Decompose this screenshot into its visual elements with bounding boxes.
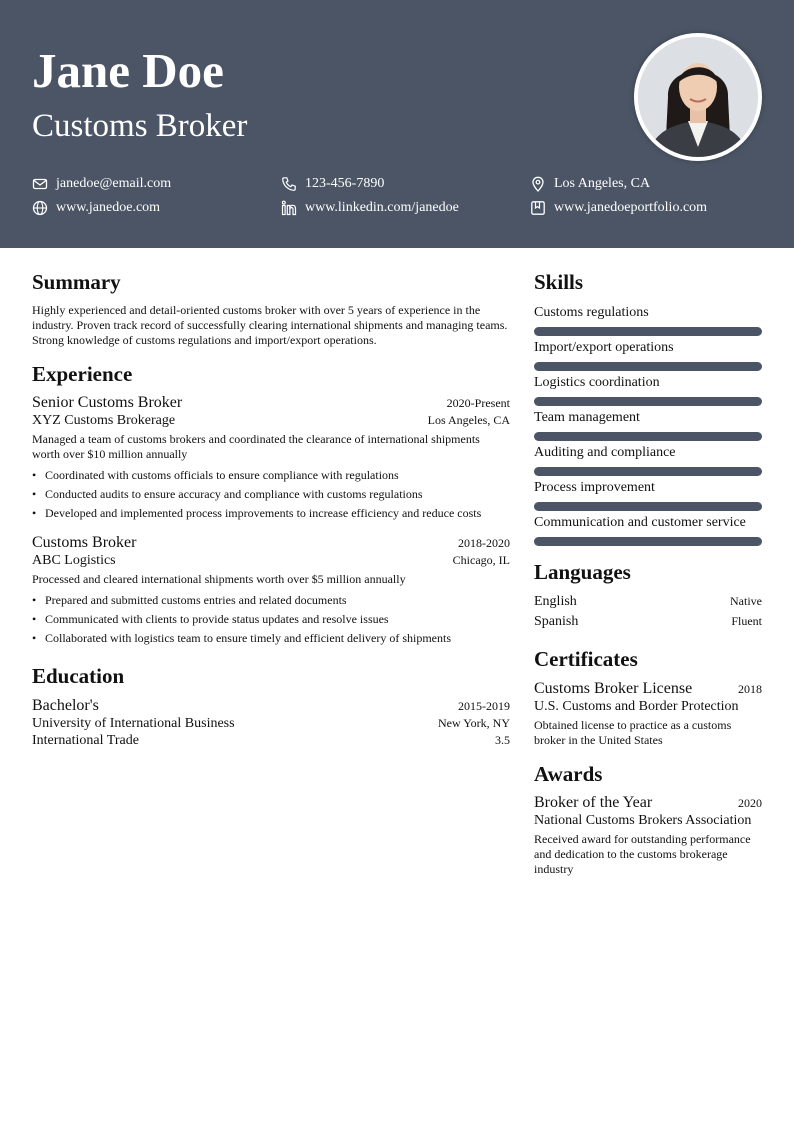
side-column [534, 270, 762, 877]
job-entry [32, 534, 510, 648]
skill-item [534, 339, 762, 371]
skill-item [534, 444, 762, 476]
language-name: English [534, 594, 577, 610]
language-level: Fluent [731, 614, 762, 629]
contact-phone-text: 123-456-7890 [305, 176, 385, 191]
skill-bar [534, 502, 762, 511]
award-description: Received award for outstanding performance and dedication to the customs brokerage industry [534, 831, 751, 876]
skill-item [534, 304, 762, 336]
skill-name: Process improvement [534, 480, 655, 496]
contact-website-text: www.janedoe.com [56, 200, 161, 215]
award-issuer: National Customs Brokers Association [534, 812, 752, 828]
contact-phone[interactable] [281, 175, 384, 193]
certificate-issuer: U.S. Customs and Border Protection [534, 698, 739, 714]
certificate-name: Customs Broker License [534, 679, 693, 697]
job-location: Los Angeles, CA [427, 413, 510, 428]
skills-heading: Skills [534, 270, 584, 294]
skill-item [534, 479, 762, 511]
certificate-year: 2018 [738, 681, 762, 696]
skills-list [534, 304, 762, 546]
job-bullets [32, 591, 510, 648]
skill-item [534, 409, 762, 441]
job-role: Senior Customs Broker [32, 394, 183, 412]
skill-name: Logistics coordination [534, 375, 660, 391]
job-location: Chicago, IL [452, 553, 510, 568]
skill-name: Team management [534, 410, 640, 426]
profile-photo [634, 33, 762, 161]
mail-icon [32, 176, 48, 192]
skill-name: Auditing and compliance [534, 445, 676, 461]
job-dates: 2018-2020 [458, 536, 510, 551]
summary-section [32, 270, 510, 348]
linkedin-icon [281, 200, 297, 216]
experience-heading: Experience [32, 362, 133, 387]
certificates-section [534, 647, 762, 747]
job-description: Managed a team of customs brokers and coordinated the clearance of international shipments worth over $10 million annually [32, 432, 480, 462]
job-description: Processed and cleared international shipments worth over $5 million annually [32, 572, 406, 587]
education-degree: Bachelor's [32, 696, 99, 714]
skill-item [534, 514, 762, 546]
job-bullet: • Coordinated with customs officials to ensure compliance with regulations [32, 466, 510, 485]
job-company: XYZ Customs Brokerage [32, 413, 176, 429]
summary-text: Highly experienced and detail-oriented customs broker with over 5 years of experience in the industry. Proven track record of successfully clearing international shipments and managing teams. Strong knowledge of customs regulations and import/export operations. [32, 303, 508, 348]
job-entry [32, 394, 510, 523]
skill-item [534, 374, 762, 406]
certificate-description: Obtained license to practice as a customs broker in the United States [534, 717, 732, 747]
education-dates: 2015-2019 [458, 698, 510, 713]
award-name: Broker of the Year [534, 793, 653, 811]
contact-email-text: janedoe@email.com [56, 176, 172, 191]
skill-bar [534, 467, 762, 476]
globe-icon [32, 200, 48, 216]
job-bullet: • Prepared and submitted customs entries and related documents [32, 591, 510, 610]
contact-website[interactable] [32, 199, 160, 217]
job-bullet: • Conducted audits to ensure accuracy and compliance with customs regulations [32, 485, 510, 504]
education-field: International Trade [32, 732, 139, 748]
skill-bar [534, 432, 762, 441]
skills-section [534, 270, 762, 546]
language-level: Native [730, 594, 762, 609]
education-school: University of International Business [32, 715, 235, 731]
job-bullet: • Communicated with clients to provide status updates and resolve issues [32, 610, 510, 629]
certificates-heading: Certificates [534, 647, 638, 672]
skill-bar [534, 362, 762, 371]
profile-photo-image [638, 37, 758, 157]
job-title: Customs Broker [32, 108, 248, 144]
language-name: Spanish [534, 614, 579, 630]
summary-heading: Summary [32, 270, 121, 294]
portfolio-icon [530, 200, 546, 216]
education-section [32, 664, 510, 748]
location-icon [530, 176, 546, 192]
skill-bar [534, 327, 762, 336]
education-heading: Education [32, 664, 125, 689]
experience-section [32, 362, 510, 648]
contact-location [530, 175, 650, 193]
contact-location-text: Los Angeles, CA [554, 176, 651, 191]
phone-icon [281, 176, 297, 192]
skill-bar [534, 537, 762, 546]
skill-name: Communication and customer service [534, 515, 746, 531]
resume-header [0, 0, 794, 248]
skill-bar [534, 397, 762, 406]
main-column [32, 270, 510, 749]
education-location: New York, NY [437, 715, 510, 730]
contact-linkedin[interactable] [281, 199, 459, 217]
skill-name: Customs regulations [534, 305, 649, 321]
skill-name: Import/export operations [534, 340, 674, 356]
candidate-name: Jane Doe [32, 43, 224, 98]
job-dates: 2020-Present [446, 396, 510, 411]
awards-heading: Awards [534, 761, 603, 786]
languages-section [534, 560, 762, 631]
contact-email[interactable] [32, 175, 171, 193]
job-company: ABC Logistics [32, 553, 116, 569]
education-gpa: 3.5 [495, 732, 510, 747]
contact-portfolio[interactable] [530, 199, 707, 217]
languages-heading: Languages [534, 560, 631, 585]
job-bullet: • Collaborated with logistics team to ensure timely and efficient delivery of shipments [32, 629, 510, 648]
awards-section [534, 762, 762, 877]
contact-portfolio-text: www.janedoeportfolio.com [554, 200, 708, 215]
award-year: 2020 [738, 795, 762, 810]
job-bullets [32, 466, 510, 523]
job-bullet: • Developed and implemented process improvements to increase efficiency and reduce costs [32, 504, 510, 523]
job-role: Customs Broker [32, 534, 137, 552]
contact-linkedin-text: www.linkedin.com/janedoe [305, 200, 459, 215]
